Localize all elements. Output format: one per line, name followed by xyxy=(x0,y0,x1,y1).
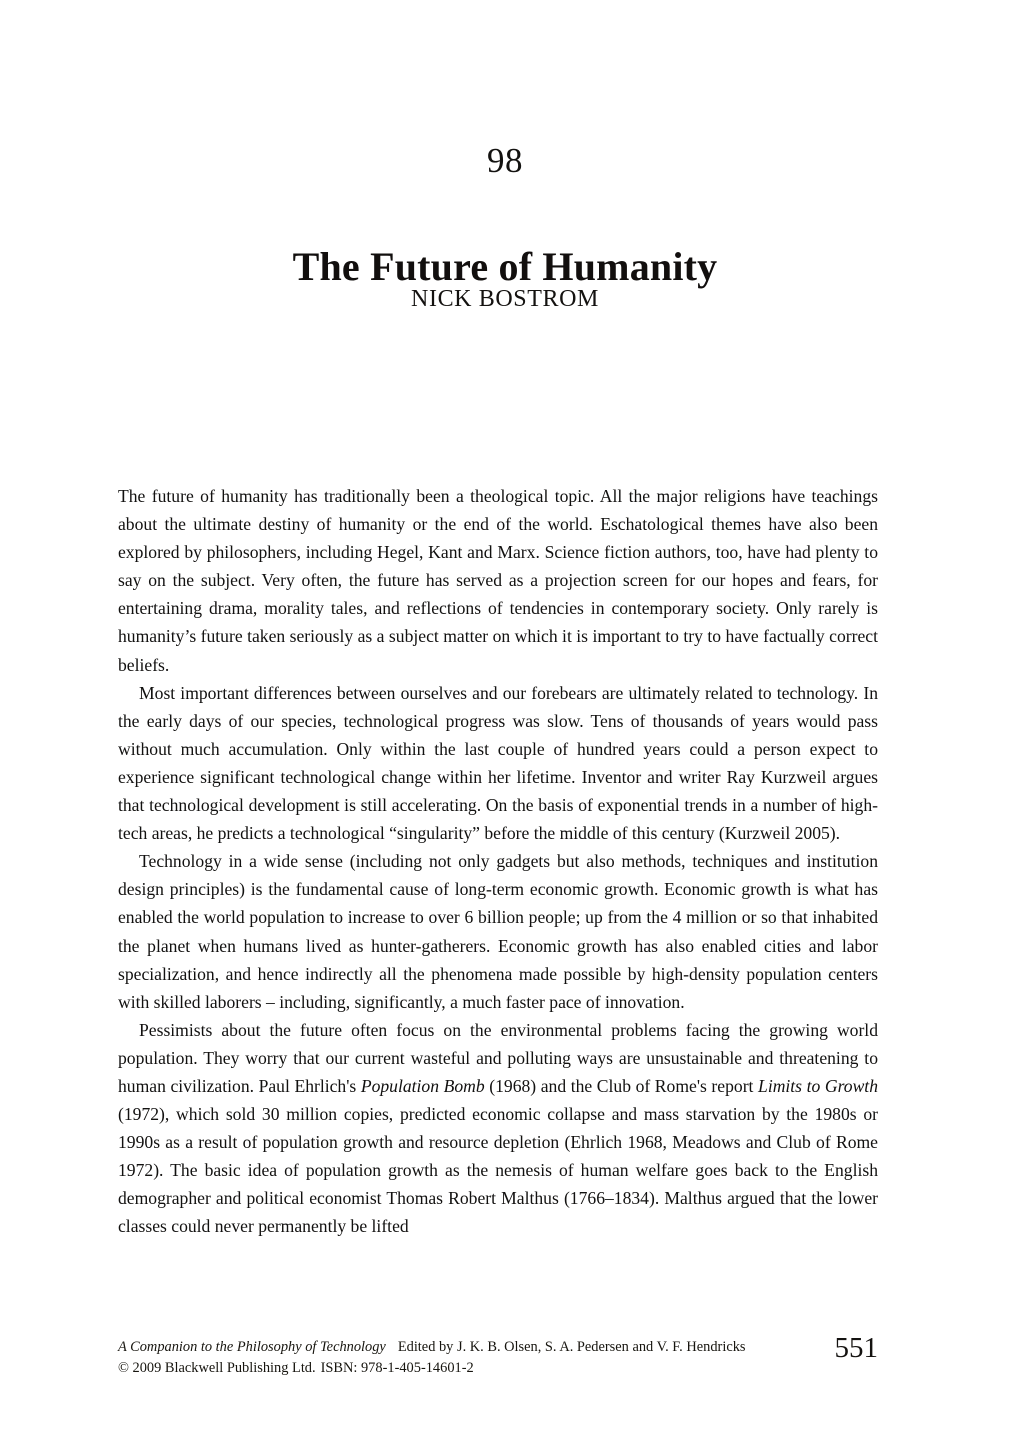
footer-isbn: ISBN: 978-1-405-14601-2 xyxy=(320,1359,474,1376)
author-byline: NICK BOSTROM xyxy=(411,286,599,312)
body-paragraph-3: Technology in a wide sense (including not only gadgets but also methods, techniques and institution design principles) is the fundamental cause of long-term economic growth. Economic growth is what has enabled the world population to increase to over 6 billion people; up from the 4 million or so that inhabited the planet when humans lived as hunter-gatherers. Economic growth has also enabled cities and labor specialization, and hence indirectly all the phenomena made possible by high-density population centers with skilled laborers – including, significantly, a much faster pace of innovation. xyxy=(118,851,878,1012)
italic-title: Limits to Growth xyxy=(758,1075,878,1096)
body-paragraph-2: Most important differences between ourselves and our forebears are ultimately related to technology. In the early days of our species, technological progress was slow. Tens of thousands of years would pass without much accumulation. Only within the last couple of hundred years could a person expect to experience significant technological change within her lifetime. Inventor and writer Ray Kurzweil argues that technological development is still accelerating. On the basis of exponential trends in a number of high-tech areas, he predicts a technological “singularity” before the middle of this century (Kurzweil 2005). xyxy=(118,682,878,844)
footer-book-title: A Companion to the Philosophy of Technology xyxy=(118,1339,386,1355)
body-paragraph-1: The future of humanity has traditionally been a theological topic. All the major religions have teachings about the ultimate destiny of humanity or the end of the world. Eschatological themes have also been explored by philosophers, including Hegel, Kant and Marx. Science fiction authors, too, have had plenty to say on the subject. Very often, the future has served as a projection screen for our hopes and fears, for entertaining drama, morality tales, and reflections of tendencies in contemporary society. Only rarely is humanity’s future taken seriously as a subject matter on which it is important to try to have factually correct beliefs. xyxy=(118,486,878,675)
body-paragraph-4: Pessimists about the future often focus on the environmental problems facing the growing world population. They worry that our current wasteful and polluting ways are unsustainable and threatening to human civilization. Paul Ehrlich's Population Bomb (1968) and the Club of Rome's report Limits to Growth (1972), which sold 30 million copies, predicted economic collapse and mass starvation by the 1980s or 1990s as a result of population growth and resource depletion (Ehrlich 1968, Meadows and Club of Rome 1972). The basic idea of population growth as the nemesis of human welfare goes back to the English demographer and political economist Thomas Robert Malthus (1766–1834). Malthus argued that the lower classes could never permanently be lifted xyxy=(118,1019,878,1237)
footer-editors: Edited by J. K. B. Olsen, S. A. Pedersen and V. F. Hendricks xyxy=(397,1339,746,1355)
body-text-column xyxy=(118,482,878,1241)
italic-title: Population Bomb xyxy=(360,1075,485,1096)
footer-copyright: © 2009 Blackwell Publishing Ltd. xyxy=(118,1359,316,1376)
chapter-number: 98 xyxy=(487,141,523,180)
page-number: 551 xyxy=(834,1332,878,1364)
page-title: The Future of Humanity xyxy=(292,243,718,289)
